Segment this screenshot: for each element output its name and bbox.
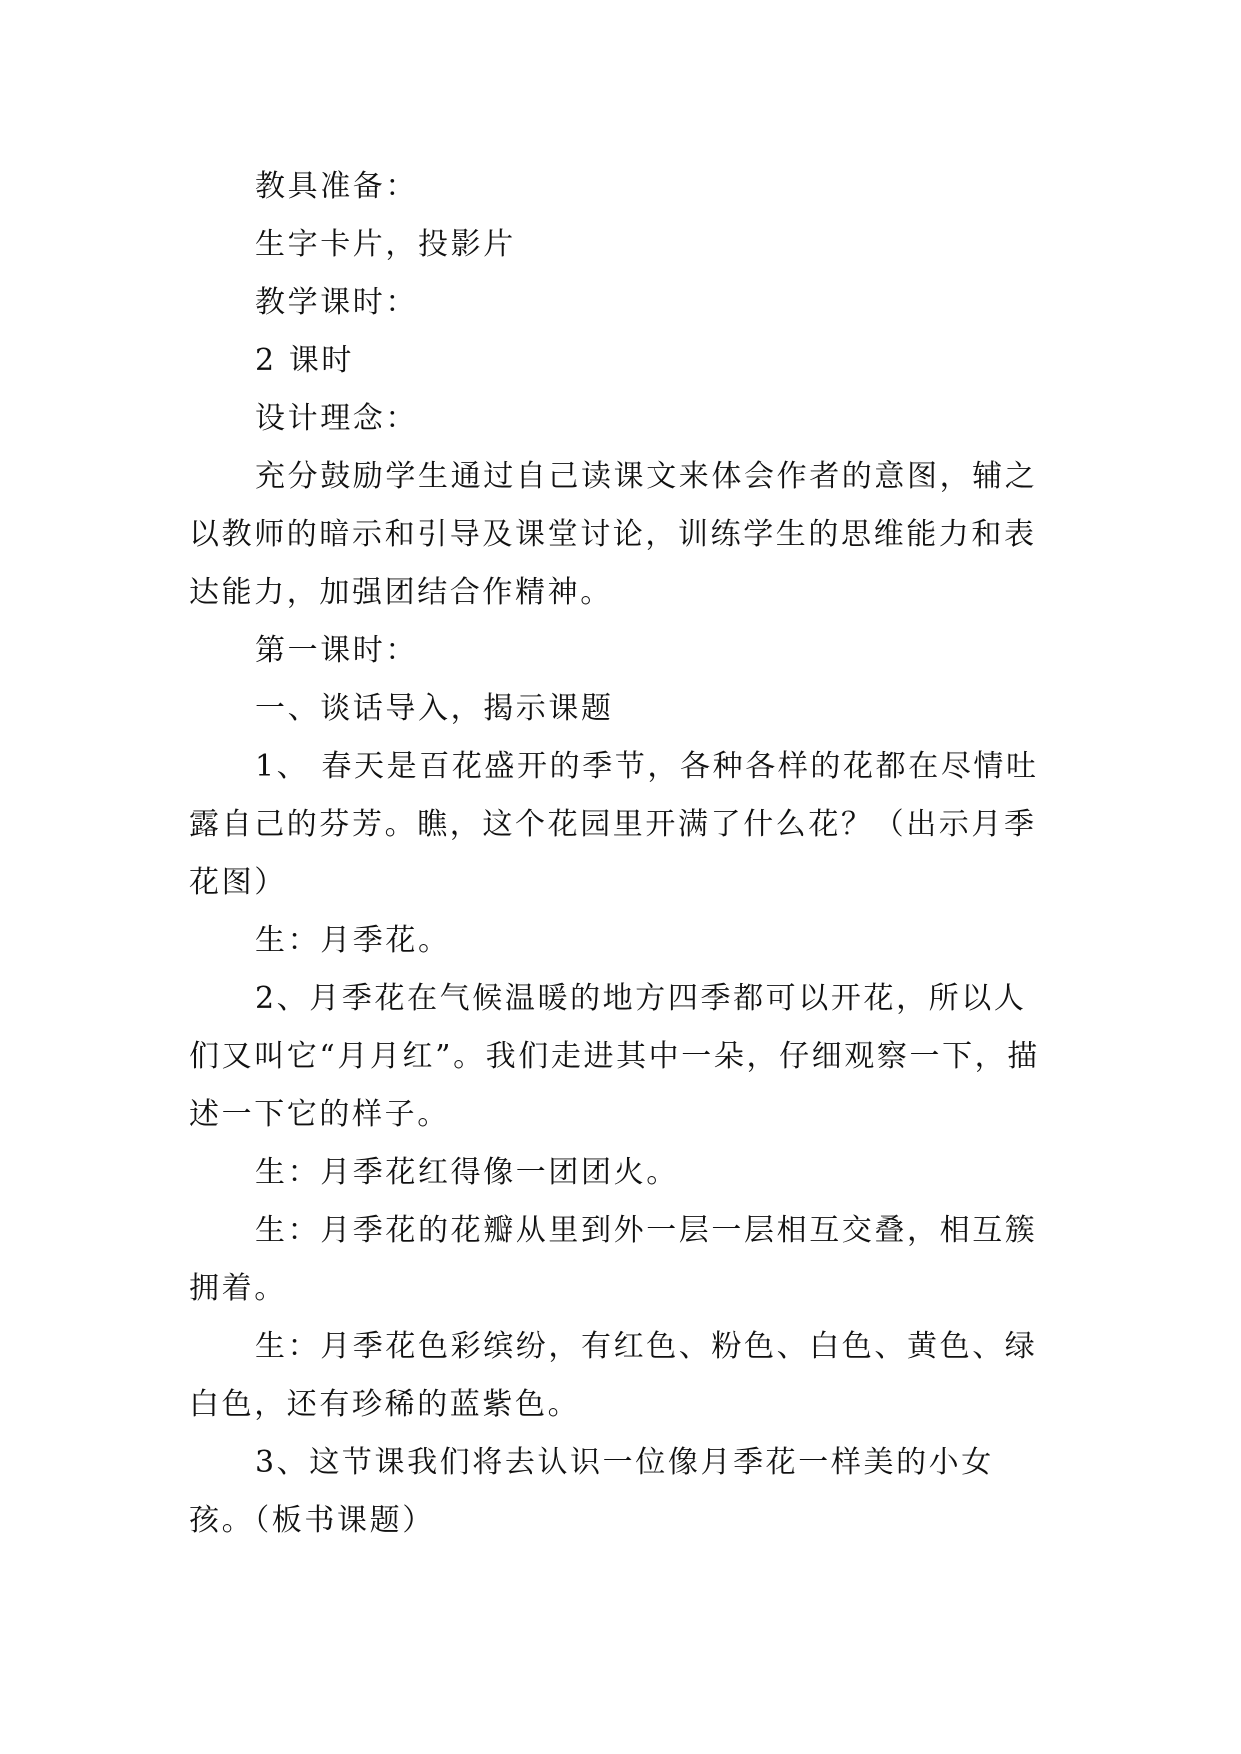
paragraph-student-answer-2: 生：月季花红得像一团团火。 [255, 1155, 679, 1190]
document-body [189, 158, 1059, 1550]
paragraph-teaching-aids: 生字卡片，投影片 [255, 227, 516, 262]
paragraph-student-answer-1: 生：月季花。 [255, 923, 451, 958]
paragraph-design-concept: 充分鼓励学生通过自己读课文来体会作者的意图，辅之以教师的暗示和引导及课堂讨论，训练学生的思维能力和表达能力，加强团结合作精神。 [189, 459, 1038, 610]
paragraph-step-3: 3、这节课我们将去认识一位像月季花一样美的小女孩。（板书课题） [189, 1445, 994, 1538]
paragraph-class-hours-heading: 教学课时： [255, 285, 418, 320]
paragraph-first-lesson-heading: 第一课时： [255, 633, 418, 668]
paragraph-student-answer-3: 生：月季花的花瓣从里到外一层一层相互交叠，相互簇拥着。 [189, 1213, 1038, 1306]
paragraph-design-concept-heading: 设计理念： [255, 401, 418, 436]
paragraph-section-one-heading: 一、谈话导入，揭示课题 [255, 691, 614, 726]
paragraph-teaching-aids-heading: 教具准备： [255, 169, 418, 204]
paragraph-class-hours: 2 课时 [255, 343, 355, 378]
paragraph-step-1: 1、 春天是百花盛开的季节，各种各样的花都在尽情吐露自己的芬芳。瞧，这个花园里开满了什么花？（出示月季花图） [189, 749, 1039, 900]
paragraph-student-answer-4: 生：月季花色彩缤纷，有红色、粉色、白色、黄色、绿白色，还有珍稀的蓝紫色。 [189, 1329, 1038, 1422]
paragraph-step-2: 2、月季花在气候温暖的地方四季都可以开花，所以人们又叫它“月月红”。我们走进其中一朵，仔细观察一下，描述一下它的样子。 [189, 981, 1040, 1132]
